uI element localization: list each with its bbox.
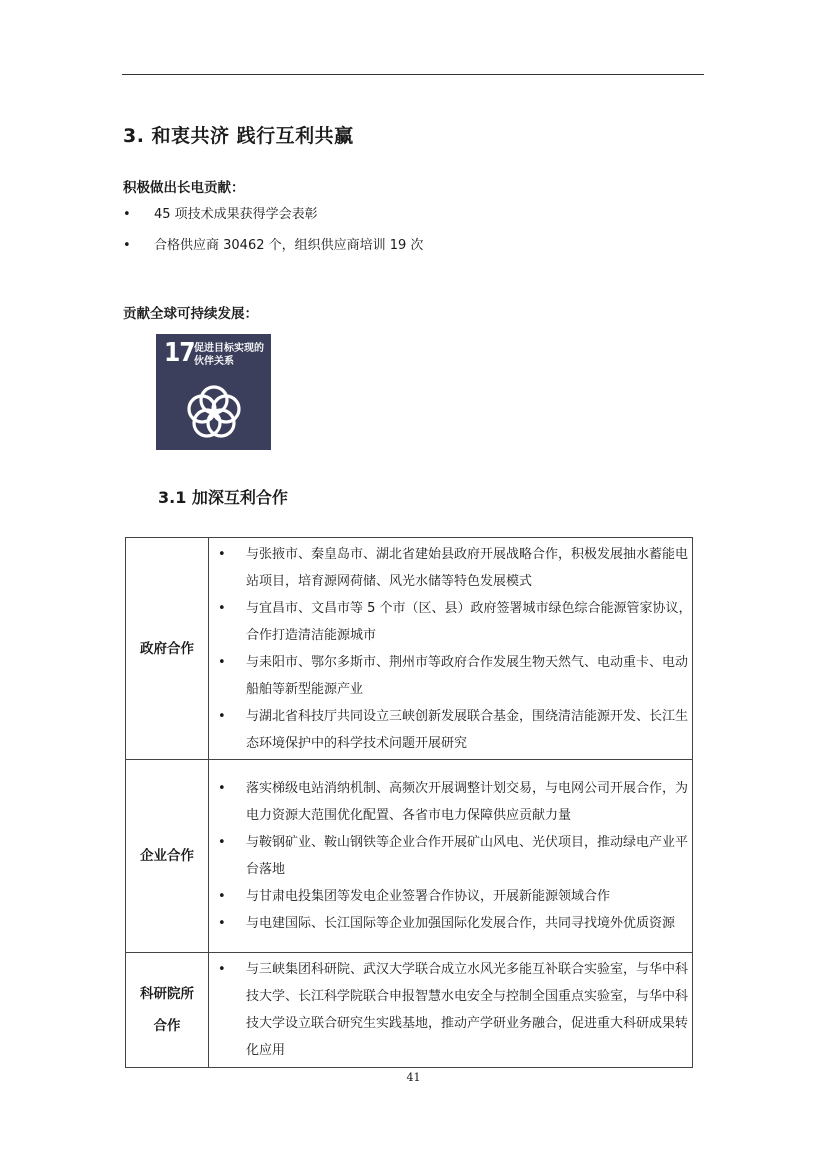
category-cell: 政府合作 bbox=[126, 538, 209, 760]
item-list bbox=[209, 775, 692, 937]
sdg-17-badge bbox=[156, 334, 271, 450]
item-list bbox=[209, 541, 692, 757]
bullet-icon: • bbox=[218, 546, 226, 562]
list-item: • 与耒阳市、鄂尔多斯市、荆州市等政府合作发展生物天然气、电动重卡、电动船舶等新型能源产业 bbox=[209, 649, 692, 703]
page-number: 41 bbox=[406, 1071, 421, 1084]
list-item: • 与张掖市、秦皇岛市、湖北省建始县政府开展战略合作，积极发展抽水蓄能电站项目，培育源网荷储、风光水储等特色发展模式 bbox=[209, 541, 692, 595]
bullet-icon: • bbox=[218, 962, 226, 977]
bullet-icon: • bbox=[218, 835, 226, 850]
bullet-icon: • bbox=[218, 781, 226, 796]
contribution-list bbox=[123, 204, 423, 266]
bullet-icon: • bbox=[218, 916, 226, 931]
bullet-icon: • bbox=[218, 600, 226, 616]
list-item: • 45 项技术成果获得学会表彰 bbox=[123, 204, 423, 235]
contribution-title: 积极做出长电贡献： bbox=[123, 180, 245, 196]
list-item: • 与电建国际、长江国际等企业加强国际化发展合作，共同寻找境外优质资源 bbox=[209, 910, 692, 937]
table-row bbox=[126, 538, 693, 760]
bullet-icon: • bbox=[218, 654, 226, 670]
list-item: • 落实梯级电站消纳机制、高频次开展调整计划交易，与电网公司开展合作，为电力资源大范围优化配置、各省市电力保障供应贡献力量 bbox=[209, 775, 692, 829]
item-list bbox=[209, 956, 692, 1064]
list-item: • 与甘肃电投集团等发电企业签署合作协议，开展新能源领域合作 bbox=[209, 883, 692, 910]
list-item: • 与湖北省科技厅共同设立三峡创新发展联合基金，围绕清洁能源开发、长江生态环境保护中的科学技术问题开展研究 bbox=[209, 703, 692, 757]
sdg-title: 促进目标实现的 伙伴关系 bbox=[194, 343, 264, 367]
cooperation-table bbox=[125, 537, 693, 1068]
subsection-heading: 3.1 加深互利合作 bbox=[158, 488, 288, 507]
header-rule bbox=[122, 74, 704, 75]
category-cell: 企业合作 bbox=[126, 760, 209, 953]
list-item: • 合格供应商 30462 个，组织供应商培训 19 次 bbox=[123, 235, 423, 266]
category-cell: 科研院所 合作 bbox=[126, 953, 209, 1068]
table-row bbox=[126, 760, 693, 953]
list-item: • 与鞍钢矿业、鞍山钢铁等企业合作开展矿山风电、光伏项目，推动绿电产业平台落地 bbox=[209, 829, 692, 883]
bullet-icon: • bbox=[218, 889, 226, 904]
table-row bbox=[126, 953, 693, 1068]
section-heading: 3. 和衷共济 践行互利共赢 bbox=[123, 125, 354, 147]
bullet-icon: • bbox=[123, 238, 131, 253]
bullet-icon: • bbox=[123, 207, 131, 222]
global-title: 贡献全球可持续发展： bbox=[123, 306, 258, 322]
five-ring-flower-icon bbox=[184, 384, 244, 440]
bullet-icon: • bbox=[218, 708, 226, 724]
list-item: • 与宜昌市、文昌市等 5 个市（区、县）政府签署城市绿色综合能源管家协议，合作打造清洁能源城市 bbox=[209, 595, 692, 649]
list-item: • 与三峡集团科研院、武汉大学联合成立水风光多能互补联合实验室，与华中科技大学、长江科学院联合申报智慧水电安全与控制全国重点实验室，与华中科技大学设立联合研究生实践基地，推动产学研业务融合，促进重大科研成果转化应用 bbox=[209, 956, 692, 1064]
sdg-number: 17 bbox=[164, 338, 195, 368]
